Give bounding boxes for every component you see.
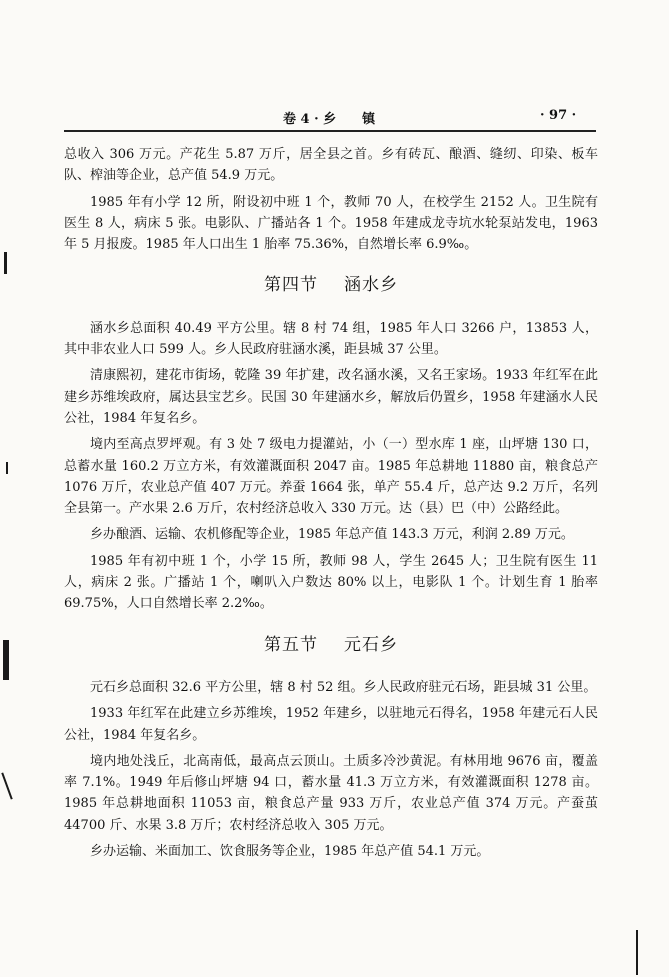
- paragraph: 涵水乡总面积 40.49 平方公里。辖 8 村 74 组，1985 年人口 3266 户，13853 人，其中非农业人口 599 人。乡人民政府驻涵水溪，距县城 37 公里。: [64, 320, 598, 358]
- margin-mark: [1, 773, 12, 800]
- paragraph: 乡办运输、米面加工、饮食服务等企业，1985 年总产值 54.1 万元。: [90, 844, 490, 860]
- margin-mark: [3, 640, 9, 680]
- paragraph: 境内地处浅丘，北高南低，最高点云顶山。土质多冷沙黄泥。有林用地 9676 亩，覆盖率 7.1%。1949 年后修山坪塘 94 口，蓄水量 41.3 万立方米，有效灌溉面积 1278 亩。1985 年总耕地面积 11053 亩，粮食总产量 933 万斤，农业总产值 374 万元。产蚕茧 44700 斤、水果 3.8 万斤；农村经济总收入 305 万元。: [64, 753, 598, 833]
- paragraph: 1985 年有小学 12 所，附设初中班 1 个，教师 70 人，在校学生 2152 人。卫生院有医生 8 人，病床 5 张。电影队、广播站各 1 个。1958 年建成龙寺坑水轮泵站发电，1963 年 5 月报废。1985 年人口出生 1 胎率 75.36%，自然增长率 6.9‰。: [64, 194, 598, 253]
- header-rule: [64, 130, 596, 132]
- paragraph: 1985 年有初中班 1 个，小学 15 所，教师 98 人，学生 2645 人；卫生院有医生 11 人，病床 2 张。广播站 1 个，喇叭入户数达 80% 以上，电影队 1 个。计划生育 1 胎率 69.75%，人口自然增长率 2.2‰。: [64, 553, 598, 612]
- section-name: 元石乡: [344, 634, 398, 655]
- section-heading-yuanshi: [64, 635, 598, 656]
- paragraph: 境内至高点罗坪观。有 3 处 7 级电力提灌站，小（一）型水库 1 座，山坪塘 130 口，总蓄水量 160.2 万立方米，有效灌溉面积 2047 亩。1985 年总耕地 11880 亩，粮食总产 1076 万斤，农业总产值 407 万元。养蚕 1664 张，单产 55.4 斤，总产达 9.2 万斤，名列全县第一。产水果 2.6 万斤，农村经济总收入 330 万元。达（县）巴（中）公路经此。: [64, 437, 598, 517]
- section-heading-hanshui: [64, 275, 598, 296]
- margin-mark: [636, 930, 638, 975]
- paragraph: 清康熙初，建花市街场，乾隆 39 年扩建，改名涵水溪，又名王家场。1933 年红军在此建乡苏维埃政府，属达县宝艺乡。民国 30 年建涵水乡，解放后仍置乡，1958 年建涵水人民公社，1984 年复名乡。: [64, 368, 598, 426]
- margin-mark: [4, 252, 7, 274]
- page-number: · 97 ·: [540, 108, 577, 123]
- paragraph: 1933 年红军在此建立乡苏维埃，1952 年建乡，以驻地元石得名，1958 年建元石人民公社，1984 年复名乡。: [64, 706, 598, 743]
- section-name: 涵水乡: [344, 275, 398, 296]
- section-number: 第五节: [264, 634, 318, 655]
- section-number: 第四节: [264, 275, 318, 296]
- paragraph: 元石乡总面积 32.6 平方公里，辖 8 村 52 组。乡人民政府驻元石场，距县城 31 公里。: [90, 679, 597, 695]
- page-header: [0, 108, 669, 130]
- paragraph: 总收入 306 万元。产花生 5.87 万斤，居全县之首。乡有砖瓦、酿酒、缝纫、印染、板车队、榨油等企业，总产值 54.9 万元。: [64, 147, 598, 184]
- chapter-title: 卷 4 · 乡 镇: [283, 112, 376, 127]
- paragraph: 乡办酿酒、运输、农机修配等企业，1985 年总产值 143.3 万元，利润 2.89 万元。: [90, 527, 574, 543]
- page-body: [64, 144, 598, 867]
- margin-mark: [6, 462, 8, 474]
